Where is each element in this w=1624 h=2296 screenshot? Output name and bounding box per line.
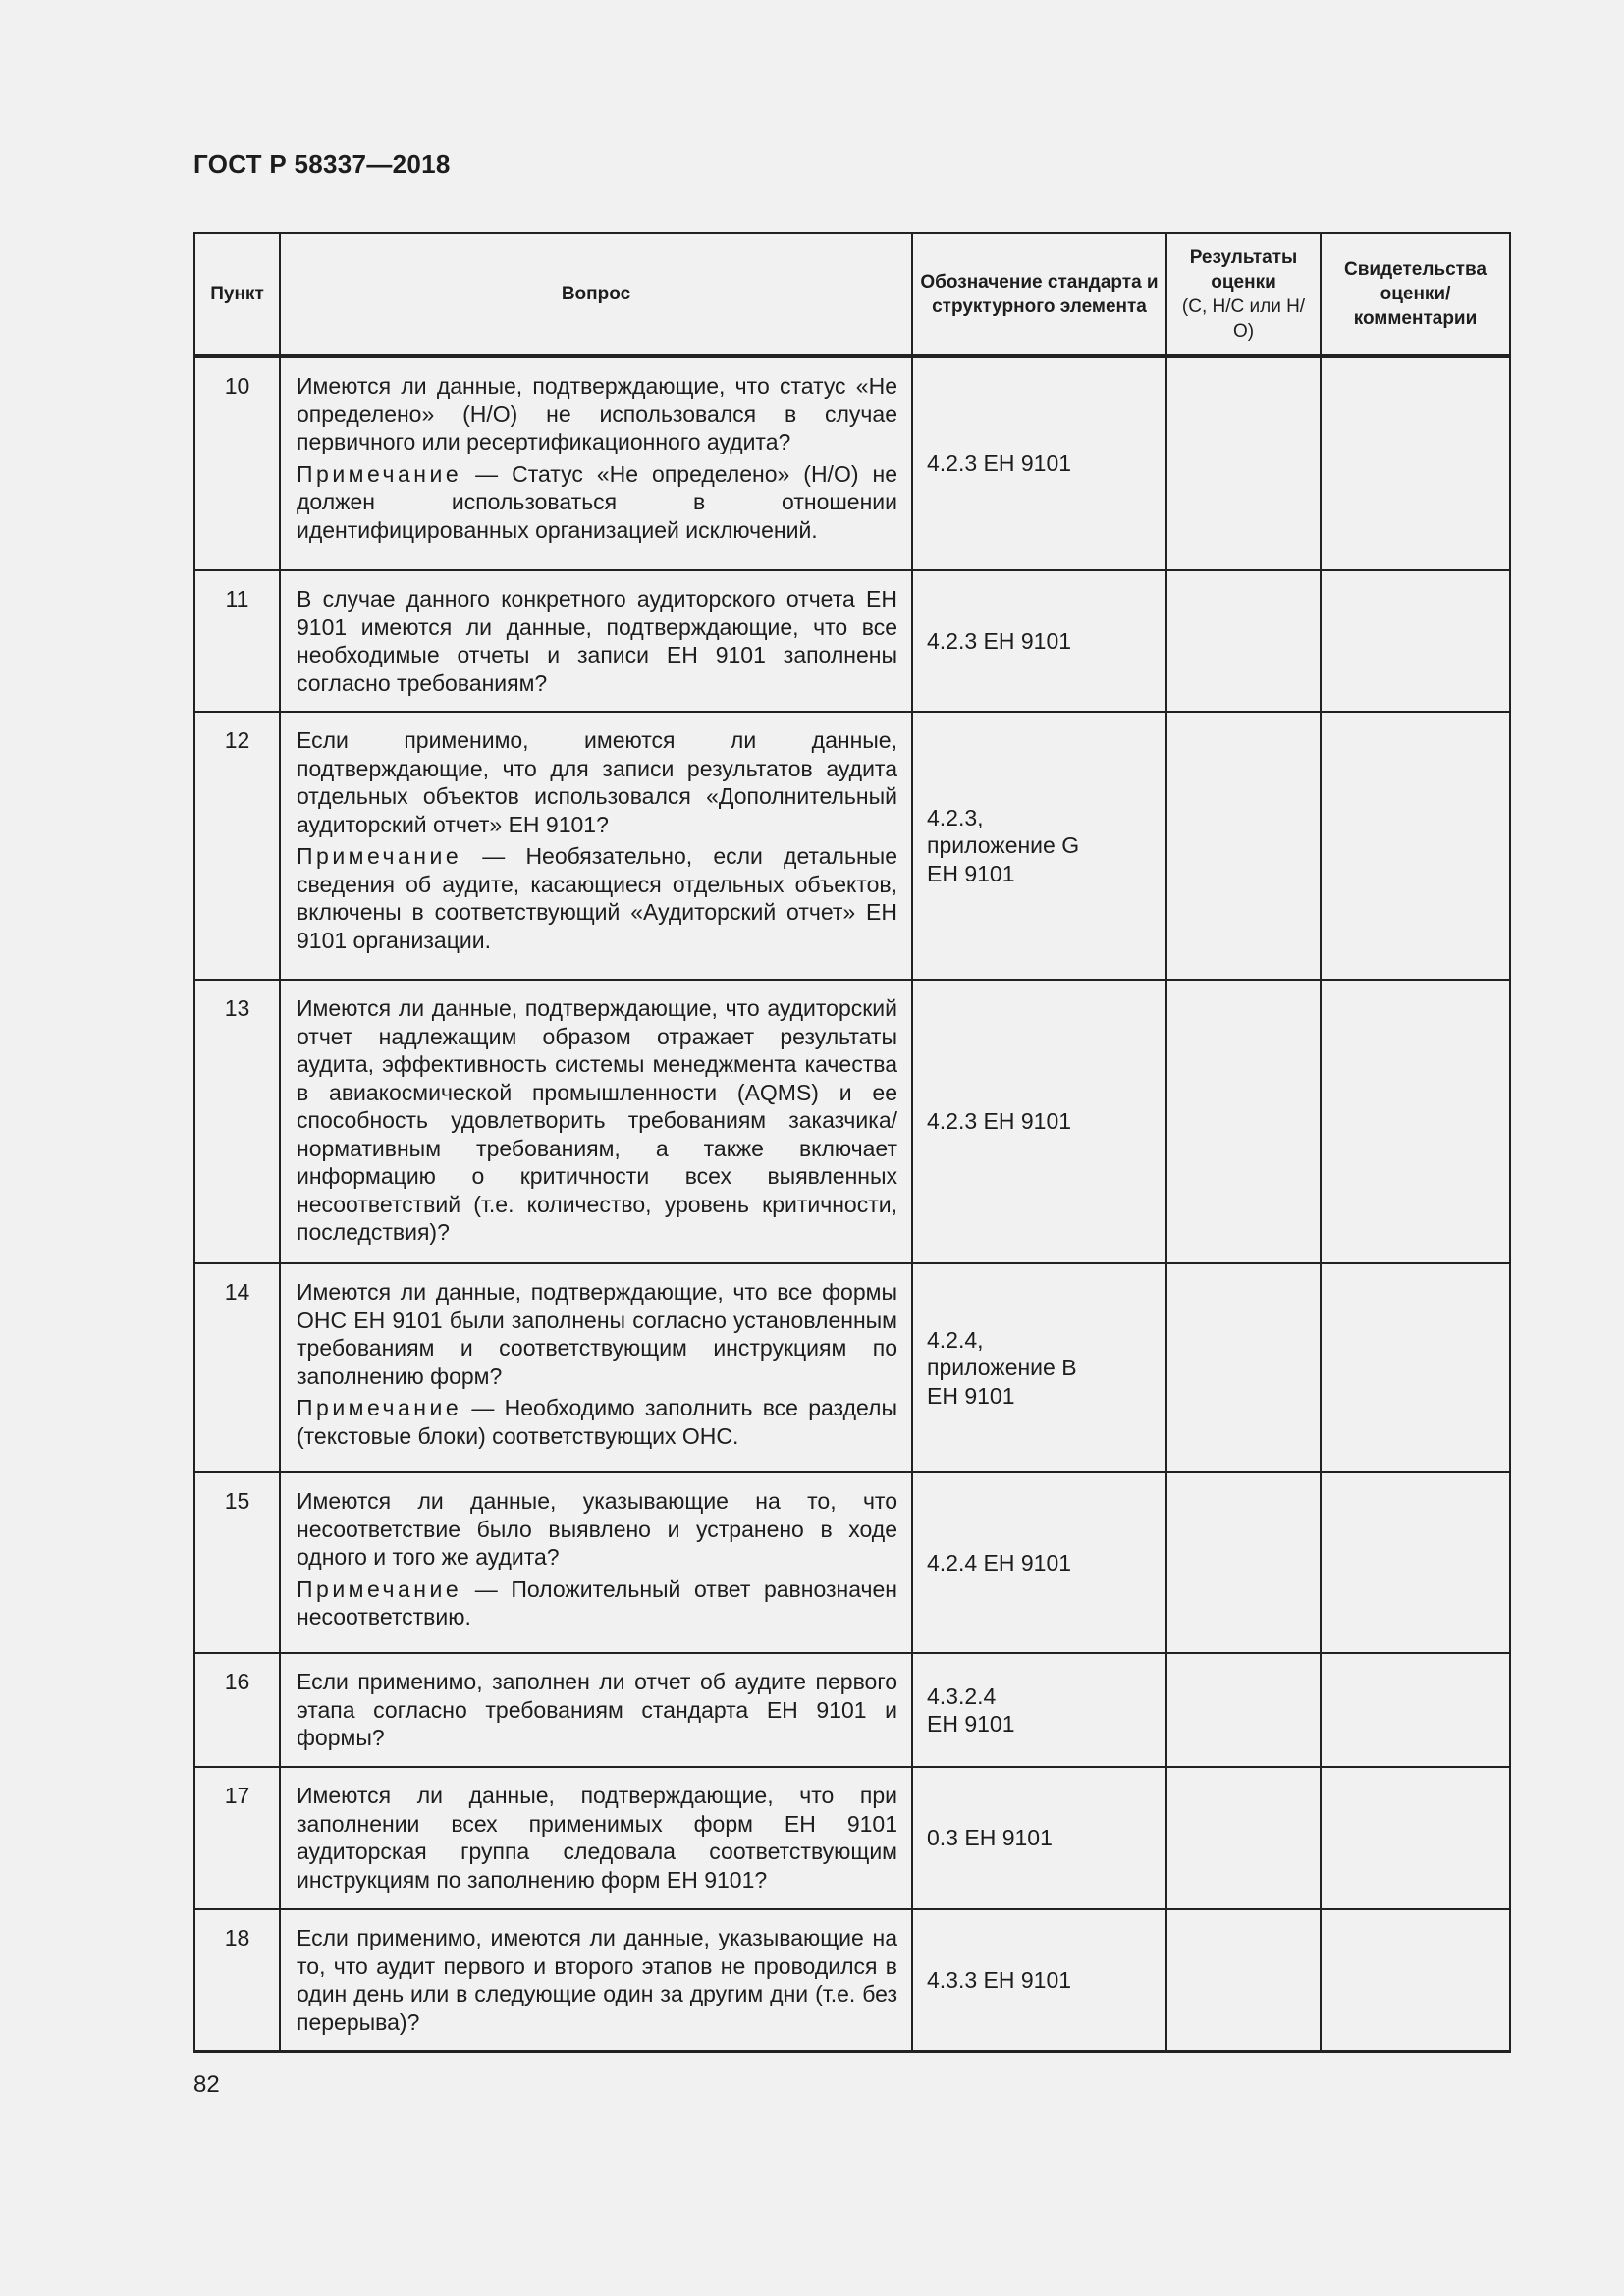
row-num: 12 xyxy=(194,712,280,980)
row-num: 18 xyxy=(194,1909,280,2051)
header-num: Пункт xyxy=(194,233,280,356)
row-standard: 4.2.3 ЕН 9101 xyxy=(912,570,1166,712)
question-text: В случае данного конкретного аудиторского отчета ЕН 9101 имеются ли данные, подтверждающие, что все необходимые отчеты и записи ЕН 9101 заполнены согласно требованиям? xyxy=(297,586,897,696)
row-evidence-cell[interactable] xyxy=(1321,712,1510,980)
question-text: Если применимо, имеются ли данные, подтверждающие, что для записи результатов аудита отдельных объектов использовался «Дополнительный аудиторский отчет» ЕН 9101? xyxy=(297,727,897,837)
document-header: ГОСТ Р 58337—2018 xyxy=(193,149,451,179)
header-question: Вопрос xyxy=(280,233,912,356)
note-text: — Положительный ответ равнозначен несоответствию. xyxy=(297,1575,897,1629)
row-question xyxy=(280,712,912,980)
row-standard: 0.3 ЕН 9101 xyxy=(912,1767,1166,1909)
note-text: — Необязательно, если детальные сведения об аудите, касающиеся отдельных объектов, включены в соответствующий «Аудиторский отчет» ЕН 9101 организации. xyxy=(297,843,897,953)
question-note xyxy=(297,1394,897,1450)
row-result-cell[interactable] xyxy=(1166,1472,1321,1653)
row-result-cell[interactable] xyxy=(1166,712,1321,980)
table-row xyxy=(194,1472,1510,1653)
row-result-cell[interactable] xyxy=(1166,1767,1321,1909)
row-result-cell[interactable] xyxy=(1166,356,1321,570)
row-question xyxy=(280,1653,912,1767)
table-row xyxy=(194,1767,1510,1909)
row-num: 11 xyxy=(194,570,280,712)
row-question xyxy=(280,980,912,1263)
row-question xyxy=(280,1263,912,1472)
page-number: 82 xyxy=(193,2071,220,2098)
header-evidence: Свидетельства оценки/ комментарии xyxy=(1321,233,1510,356)
question-text: Имеются ли данные, подтверждающие, что все формы ОНС ЕН 9101 были заполнены согласно установленным требованиям и соответствующим инструкциям по заполнению форм? xyxy=(297,1279,897,1389)
question-note xyxy=(297,1575,897,1631)
row-evidence-cell[interactable] xyxy=(1321,1263,1510,1472)
row-standard: 4.2.4, приложение В ЕН 9101 xyxy=(912,1263,1166,1472)
row-evidence-cell[interactable] xyxy=(1321,1767,1510,1909)
note-text: — Необходимо заполнить все разделы (текстовые блоки) соответствующих ОНС. xyxy=(297,1395,897,1449)
row-result-cell[interactable] xyxy=(1166,1263,1321,1472)
row-evidence-cell[interactable] xyxy=(1321,1472,1510,1653)
row-question xyxy=(280,1909,912,2051)
row-num: 13 xyxy=(194,980,280,1263)
header-results: Результаты оценки (С, Н/С или Н/О) xyxy=(1166,233,1321,356)
table-row xyxy=(194,980,1510,1263)
row-evidence-cell[interactable] xyxy=(1321,570,1510,712)
question-note xyxy=(297,460,897,545)
question-note xyxy=(297,842,897,954)
row-question xyxy=(280,570,912,712)
question-text: Имеются ли данные, подтверждающие, что при заполнении всех применимых форм ЕН 9101 аудиторская группа следовала соответствующим инструкциям по заполнению форм ЕН 9101? xyxy=(297,1783,897,1893)
table-row xyxy=(194,1909,1510,2051)
row-result-cell[interactable] xyxy=(1166,1909,1321,2051)
row-question xyxy=(280,356,912,570)
note-text: — Статус «Не определено» (Н/О) не должен использоваться в отношении идентифицированных организацией исключений. xyxy=(297,460,897,543)
row-num: 10 xyxy=(194,356,280,570)
row-question xyxy=(280,1767,912,1909)
row-result-cell[interactable] xyxy=(1166,570,1321,712)
row-question xyxy=(280,1472,912,1653)
question-text: Если применимо, заполнен ли отчет об аудите первого этапа согласно требованиям стандарта ЕН 9101 и формы? xyxy=(297,1669,897,1750)
question-text: Имеются ли данные, подтверждающие, что статус «Не определено» (Н/О) не использовался в случае первичного или ресертификационного аудита? xyxy=(297,373,897,454)
table-header-row xyxy=(194,233,1510,356)
row-num: 16 xyxy=(194,1653,280,1767)
row-evidence-cell[interactable] xyxy=(1321,980,1510,1263)
row-standard: 4.2.3, приложение G ЕН 9101 xyxy=(912,712,1166,980)
header-standard: Обозначение стандарта и структурного элемента xyxy=(912,233,1166,356)
table-row xyxy=(194,1653,1510,1767)
question-text: Если применимо, имеются ли данные, указывающие на то, что аудит первого и второго этапов не проводился в один день или в следующие один за другим дни (т.е. без перерыва)? xyxy=(297,1925,897,2035)
table-row xyxy=(194,712,1510,980)
row-evidence-cell[interactable] xyxy=(1321,1653,1510,1767)
row-standard: 4.2.3 ЕН 9101 xyxy=(912,356,1166,570)
row-standard: 4.2.3 ЕН 9101 xyxy=(912,980,1166,1263)
row-standard: 4.3.3 ЕН 9101 xyxy=(912,1909,1166,2051)
note-label: Примечание xyxy=(297,843,462,869)
question-text: Имеются ли данные, указывающие на то, что несоответствие было выявлено и устранено в ходе одного и того же аудита? xyxy=(297,1488,897,1570)
row-evidence-cell[interactable] xyxy=(1321,1909,1510,2051)
table-row xyxy=(194,570,1510,712)
row-evidence-cell[interactable] xyxy=(1321,356,1510,570)
row-standard: 4.2.4 ЕН 9101 xyxy=(912,1472,1166,1653)
row-num: 14 xyxy=(194,1263,280,1472)
note-label: Примечание xyxy=(297,1575,462,1602)
note-label: Примечание xyxy=(297,460,462,487)
note-label: Примечание xyxy=(297,1395,462,1420)
table-row xyxy=(194,1263,1510,1472)
row-standard: 4.3.2.4 ЕН 9101 xyxy=(912,1653,1166,1767)
row-result-cell[interactable] xyxy=(1166,980,1321,1263)
row-num: 17 xyxy=(194,1767,280,1909)
question-text: Имеются ли данные, подтверждающие, что аудиторский отчет надлежащим образом отражает результаты аудита, эффективность системы менеджмента качества в авиакосмической промышленности (AQMS) и ее способность удовлетворить требованиям заказчика/нормативным требованиям, а также включает информацию о критичности всех выявленных несоответствий (т.е. количество, уровень критичности, последствия)? xyxy=(297,995,897,1245)
audit-checklist-table xyxy=(193,232,1511,2053)
row-num: 15 xyxy=(194,1472,280,1653)
row-result-cell[interactable] xyxy=(1166,1653,1321,1767)
table-row xyxy=(194,356,1510,570)
